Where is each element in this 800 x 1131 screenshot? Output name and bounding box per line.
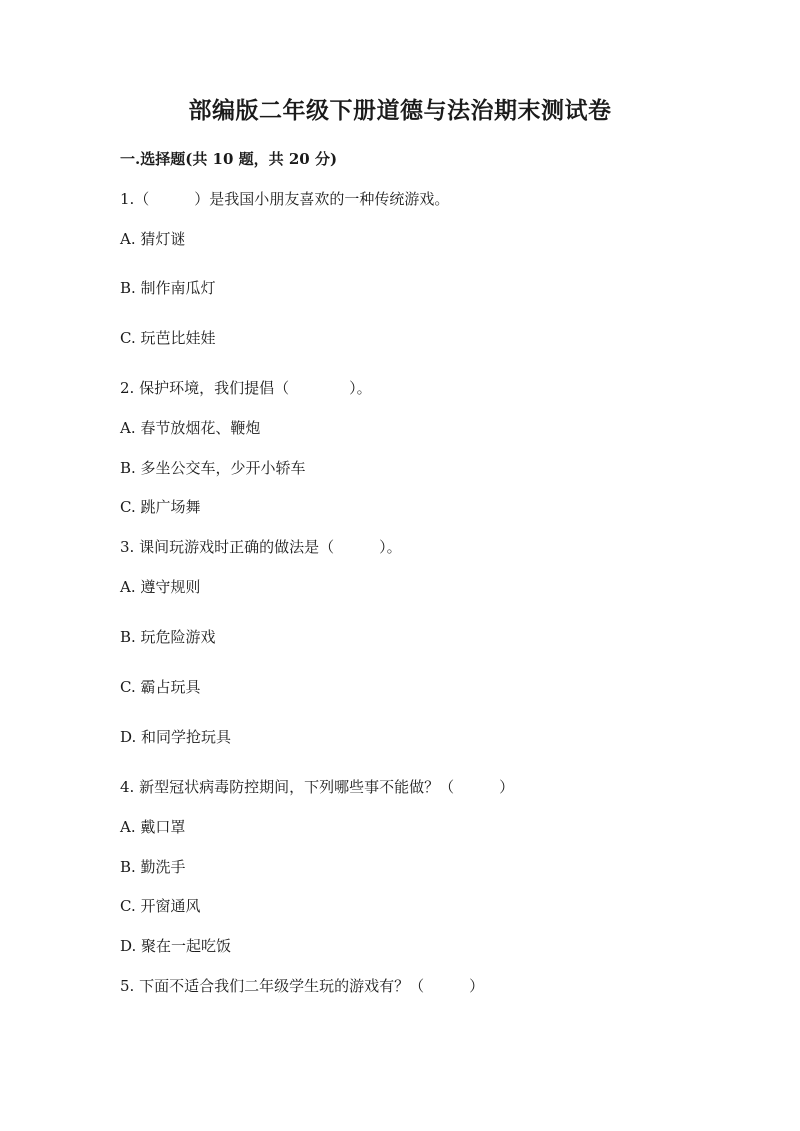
question-4-option-c: C. 开窗通风 [120,897,201,915]
question-1-option-c: C. 玩芭比娃娃 [120,329,216,347]
section-header: 一.选择题(共 10 题，共 20 分) [120,150,338,168]
question-3-stem: 3. 课间玩游戏时正确的做法是（ ）。 [120,538,402,556]
question-2-option-a: A. 春节放烟花、鞭炮 [120,419,261,437]
question-2-option-c: C. 跳广场舞 [120,498,201,516]
question-3-option-d: D. 和同学抢玩具 [120,728,232,746]
question-4-option-a: A. 戴口罩 [120,818,186,836]
question-4-option-d: D. 聚在一起吃饭 [120,937,232,955]
question-4-option-b: B. 勤洗手 [120,858,186,876]
question-3-option-a: A. 遵守规则 [120,578,201,596]
page-title: 部编版二年级下册道德与法治期末测试卷 [188,97,612,124]
question-1-option-b: B. 制作南瓜灯 [120,279,216,297]
question-3-option-c: C. 霸占玩具 [120,678,201,696]
question-2-stem: 2. 保护环境，我们提倡（ ）。 [120,379,372,397]
question-2-option-b: B. 多坐公交车，少开小轿车 [120,459,306,477]
question-1-stem: 1.（ ）是我国小朋友喜欢的一种传统游戏。 [120,190,450,208]
question-5-stem: 5. 下面不适合我们二年级学生玩的游戏有？（ ） [120,977,485,995]
question-4-stem: 4. 新型冠状病毒防控期间，下列哪些事不能做？（ ） [120,778,515,796]
question-3-option-b: B. 玩危险游戏 [120,628,216,646]
question-1-option-a: A. 猜灯谜 [120,230,186,248]
